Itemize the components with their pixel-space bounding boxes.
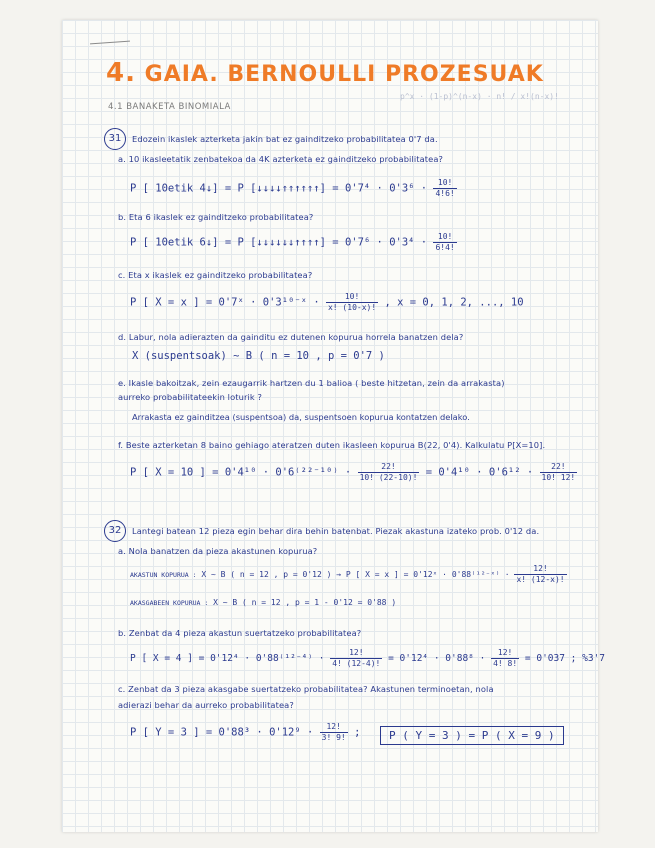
exercise-31-f-formula (130, 462, 577, 483)
exercise-32-c-formula (130, 722, 360, 743)
formula-right: 0'7⁶ · 0'3⁴ · (344, 236, 428, 249)
exercise-31-c-formula (130, 292, 524, 313)
nondefective-count-formula: X ~ B ( n = 12 , p = 1 - 0'12 = 0'88 ) (213, 598, 397, 607)
exercise-32-a-line2 (130, 598, 396, 607)
fraction (330, 648, 382, 669)
chapter-title: GAIA. BERNOULLI PROZESUAK (144, 62, 544, 87)
fraction-denominator: 4! (12-4)! (332, 659, 381, 668)
exercise-31-statement: Edozein ikaslek azterketa jakin bat ez gainditzeko probabilitatea 0'7 da. (132, 134, 438, 144)
corner-formula: p^x · (1-p)^(n-x) · n! / x!(n-x)! (400, 92, 559, 101)
fraction (433, 178, 456, 199)
exercise-31-a-formula (130, 178, 457, 199)
boxed-result: P ( Y = 3 ) = P ( X = 9 ) (380, 726, 564, 745)
fraction-denominator: 4!6! (435, 189, 455, 198)
fraction (320, 722, 348, 743)
exercise-31-number: 31 (104, 128, 126, 150)
fraction (491, 648, 519, 669)
fraction-numerator: 10! (433, 178, 456, 189)
exercise-32-a-line1 (130, 564, 567, 585)
fraction-numerator: 10! (326, 292, 378, 303)
fraction-denominator: 10! (22-10)! (359, 473, 418, 482)
exercise-31-b-formula (130, 232, 457, 253)
chapter-number: 4. (106, 58, 136, 88)
exercise-32-c-question-line2: adierazi behar da aurreko probabilitatea? (118, 700, 294, 710)
exercise-32-b-question: b. Zenbat da 4 pieza akastun suertatzeko probabilitatea? (118, 628, 362, 638)
page-title (106, 58, 544, 88)
fraction-numerator: 12! (491, 648, 519, 659)
exercise-31-e-question-line2: aurreko probabilitateekin loturik ? (118, 392, 263, 402)
fraction (358, 462, 420, 483)
formula-left: P [ Y = 3 ] = 0'88³ · 0'12⁹ · (130, 726, 314, 739)
formula-left: P [ X = x ] = 0'7ˣ · 0'3¹⁰⁻ˣ · (130, 296, 320, 309)
formula-result: = 0'037 ; %3'7 (524, 653, 605, 664)
exercise-31-c-question: c. Eta x ikaslek ez gainditzeko probabilitatea? (118, 270, 313, 280)
fraction-denominator: x! (10-x)! (327, 303, 377, 312)
formula-range: , x = 0, 1, 2, ..., 10 (384, 296, 524, 309)
exercise-32-number: 32 (104, 520, 126, 542)
fraction-denominator: 6!4! (435, 243, 455, 252)
fraction (540, 462, 578, 483)
exercise-31-d-question: d. Labur, nola adierazten da gainditu ez dutenen kopurua horrela banatzen dela? (118, 332, 464, 342)
fraction-denominator: 10! 12! (541, 473, 576, 482)
formula-separator: ; (354, 726, 361, 739)
fraction-denominator: 3! 9! (321, 733, 346, 742)
exercise-32-b-formula (130, 648, 605, 669)
defective-count-label: AKASTUN KOPURUA : (130, 571, 197, 579)
fraction-numerator: 12! (514, 564, 566, 575)
exercise-32-c-question-line1: c. Zenbat da 3 pieza akasgabe suertatzeko probabilitatea? Akastunen terminoetan, nola (118, 684, 494, 694)
fraction-numerator: 12! (320, 722, 348, 733)
formula-left: P [ X = 10 ] = 0'4¹⁰ · 0'6⁽²²⁻¹⁰⁾ · (130, 466, 352, 479)
fraction (433, 232, 456, 253)
section-subtitle: 4.1 BANAKETA BINOMIALA (108, 102, 231, 112)
exercise-32-statement: Lantegi batean 12 pieza egin behar dira behin batenbat. Piezak akastuna izateko prob. 0'12 da. (132, 526, 540, 536)
defective-count-formula: X ~ B ( n = 12 , p = 0'12 ) → P [ X = x ] = 0'12ˣ · 0'88⁽¹²⁻ˣ⁾ · (201, 570, 510, 579)
exercise-31-e-question-line1: e. Ikasle bakoitzak, zein ezaugarrik hartzen du 1 balioa ( beste hitzetan, zein da arrakasta) (118, 378, 505, 388)
fraction (326, 292, 378, 313)
formula-left: P [ 10etik 6↓] = P [↓↓↓↓↓↓↑↑↑↑] = (130, 236, 339, 249)
exercise-31-f-question: f. Beste azterketan 8 baino gehiago ateratzen duten ikasleen kopurua B(22, 0'4). Kalkulatu P[X=10]. (118, 440, 546, 450)
fraction-numerator: 10! (433, 232, 456, 243)
fraction-numerator: 22! (358, 462, 420, 473)
formula-left: P [ X = 4 ] = 0'12⁴ · 0'88⁽¹²⁻⁴⁾ · (130, 653, 325, 664)
fraction-numerator: 22! (540, 462, 578, 473)
exercise-31-a-question: a. 10 ikasleetatik zenbatekoa da 4K azterketa ez gainditzeko probabilitatea? (118, 154, 444, 164)
notebook-page (62, 20, 605, 832)
formula-left: P [ 10etik 4↓] = P [↓↓↓↓↑↑↑↑↑↑] = (130, 182, 339, 195)
nondefective-count-label: AKASGABEEN KOPURUA : (130, 599, 209, 607)
formula-mid: = 0'4¹⁰ · 0'6¹² · (425, 466, 534, 479)
exercise-31-b-question: b. Eta 6 ikaslek ez gainditzeko probabilitatea? (118, 212, 314, 222)
exercise-32-a-question: a. Nola banatzen da pieza akastunen kopurua? (118, 546, 318, 556)
formula-mid: = 0'12⁴ · 0'88⁸ · (388, 653, 486, 664)
fraction (514, 564, 566, 585)
formula-right: 0'7⁴ · 0'3⁶ · (344, 182, 428, 195)
fraction-denominator: 4! 8! (493, 659, 518, 668)
exercise-31-e-answer: Arrakasta ez gainditzea (suspentsoa) da, suspentsoen kopurua kontatzen delako. (132, 412, 470, 422)
exercise-31-d-formula: X (suspentsoak) ~ B ( n = 10 , p = 0'7 ) (132, 350, 385, 362)
page-margin-mark (90, 41, 130, 45)
fraction-denominator: x! (12-x)! (516, 575, 565, 584)
fraction-numerator: 12! (330, 648, 382, 659)
